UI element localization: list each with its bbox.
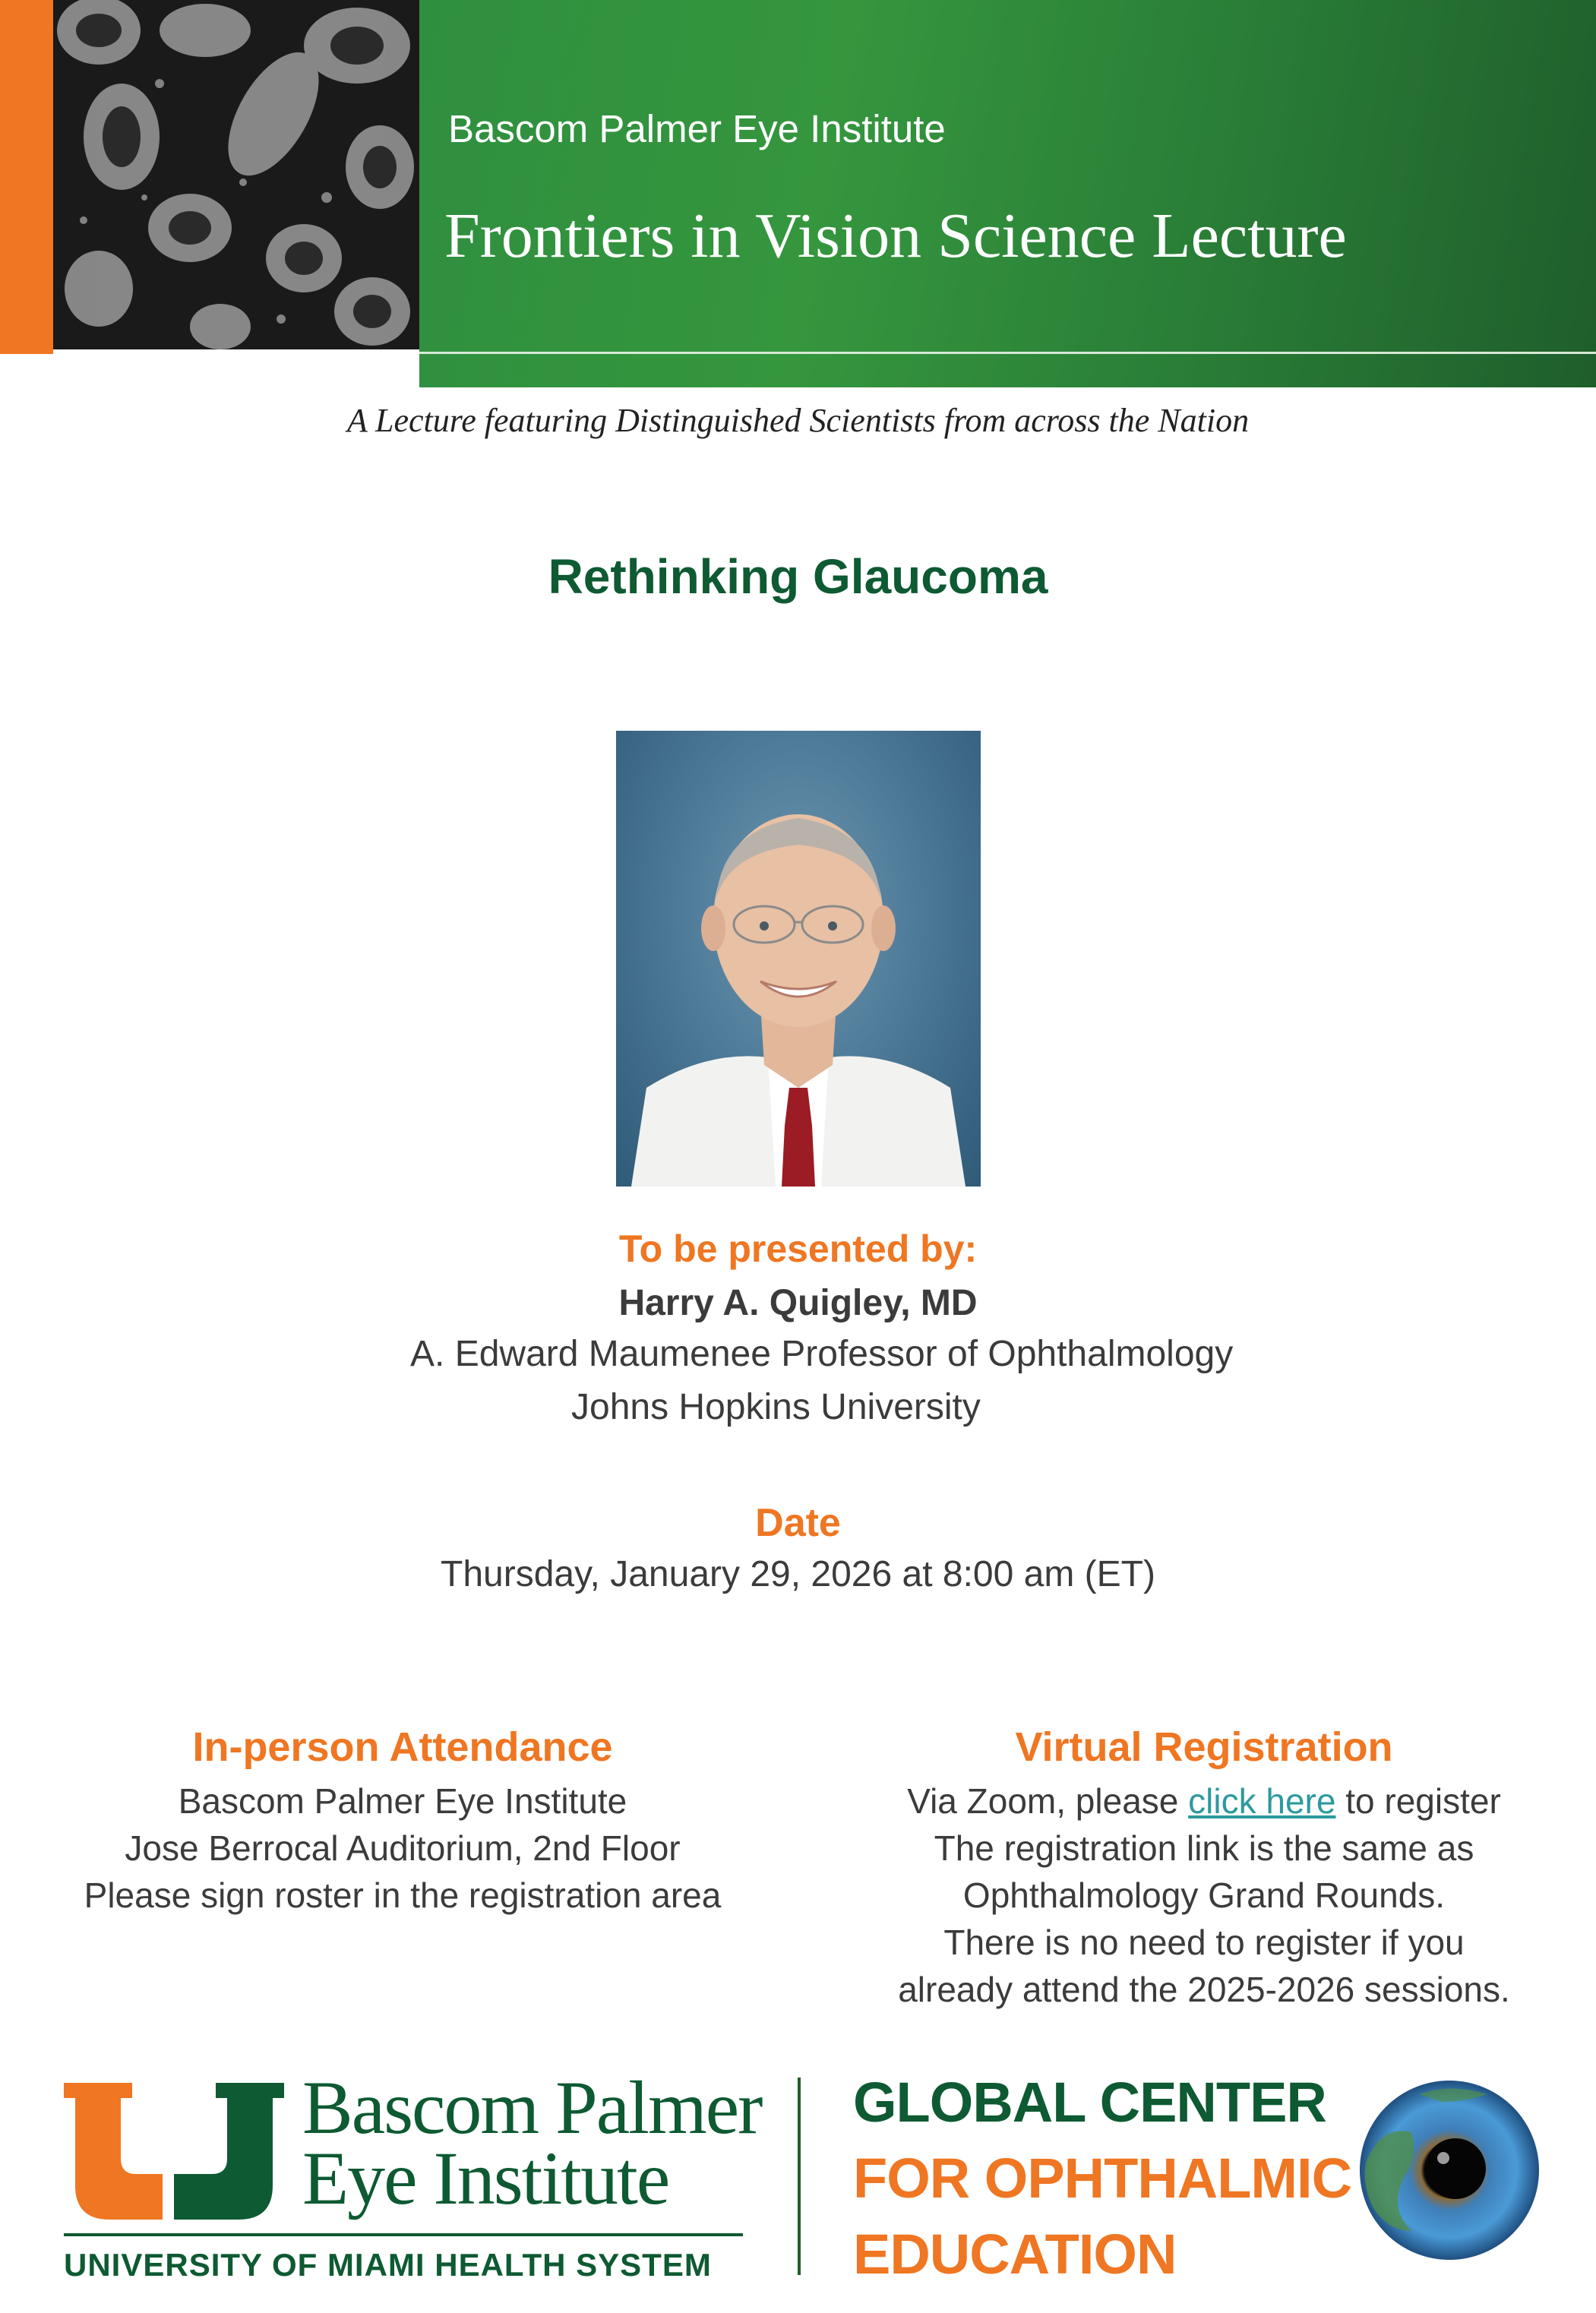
in-person-line: Bascom Palmer Eye Institute <box>178 1781 627 1821</box>
bascom-palmer-wordmark-line2: Eye Institute <box>302 2136 669 2220</box>
presenter-role: A. Edward Maumenee Professor of Ophthalmology <box>410 1334 1234 1374</box>
virtual-line: Ophthalmology Grand Rounds. <box>962 1875 1446 1915</box>
virtual-line-suffix: to register <box>1335 1781 1501 1821</box>
um-u-logo <box>64 2083 284 2220</box>
presenter-name: Harry A. Quigley, MD <box>618 1283 978 1323</box>
global-center-line3: EDUCATION <box>853 2223 1177 2286</box>
virtual-line: already attend the 2025-2026 sessions. <box>898 1970 1510 2009</box>
header-institute-line: Bascom Palmer Eye Institute <box>448 107 946 150</box>
um-rule <box>64 2233 743 2236</box>
footer-divider <box>798 2078 801 2275</box>
virtual-heading: Virtual Registration <box>1015 1724 1393 1770</box>
lecture-title: Rethinking Glaucoma <box>548 549 1048 604</box>
header-green-banner <box>419 0 1596 387</box>
virtual-line-prefix: Via Zoom, please <box>907 1781 1189 1821</box>
presented-by-label: To be presented by: <box>618 1228 978 1270</box>
in-person-line: Please sign roster in the registration area <box>84 1875 722 1915</box>
global-center-line1: GLOBAL CENTER <box>853 2071 1326 2134</box>
date-label: Date <box>755 1501 841 1545</box>
presenter-portrait <box>616 731 981 1187</box>
presenter-institution: Johns Hopkins University <box>571 1387 981 1427</box>
header-orange-bar <box>0 0 53 349</box>
bascom-palmer-wordmark-line1: Bascom Palmer <box>302 2065 762 2150</box>
global-center-line2: FOR OPHTHALMIC <box>853 2147 1352 2210</box>
virtual-line: The registration link is the same as <box>934 1828 1474 1868</box>
in-person-section <box>30 1717 775 1919</box>
date-value: Thursday, January 29, 2026 at 8:00 am (ET) <box>441 1554 1155 1594</box>
virtual-section <box>828 1717 1580 2013</box>
microscopy-image <box>53 0 419 349</box>
eye-globe-icon <box>1358 2079 1541 2261</box>
um-health-system: UNIVERSITY OF MIAMI HEALTH SYSTEM <box>64 2247 712 2283</box>
header-rule <box>419 352 1596 354</box>
in-person-line: Jose Berrocal Auditorium, 2nd Floor <box>125 1828 681 1868</box>
virtual-line <box>828 1777 1580 1825</box>
in-person-heading: In-person Attendance <box>192 1724 613 1770</box>
virtual-line: There is no need to register if you <box>943 1923 1465 1962</box>
header-orange-rule <box>0 349 53 354</box>
header-lecture-series: Frontiers in Vision Science Lecture <box>444 201 1347 271</box>
registration-link[interactable]: click here <box>1188 1781 1336 1821</box>
tagline: A Lecture featuring Distinguished Scientists from across the Nation <box>346 402 1250 439</box>
